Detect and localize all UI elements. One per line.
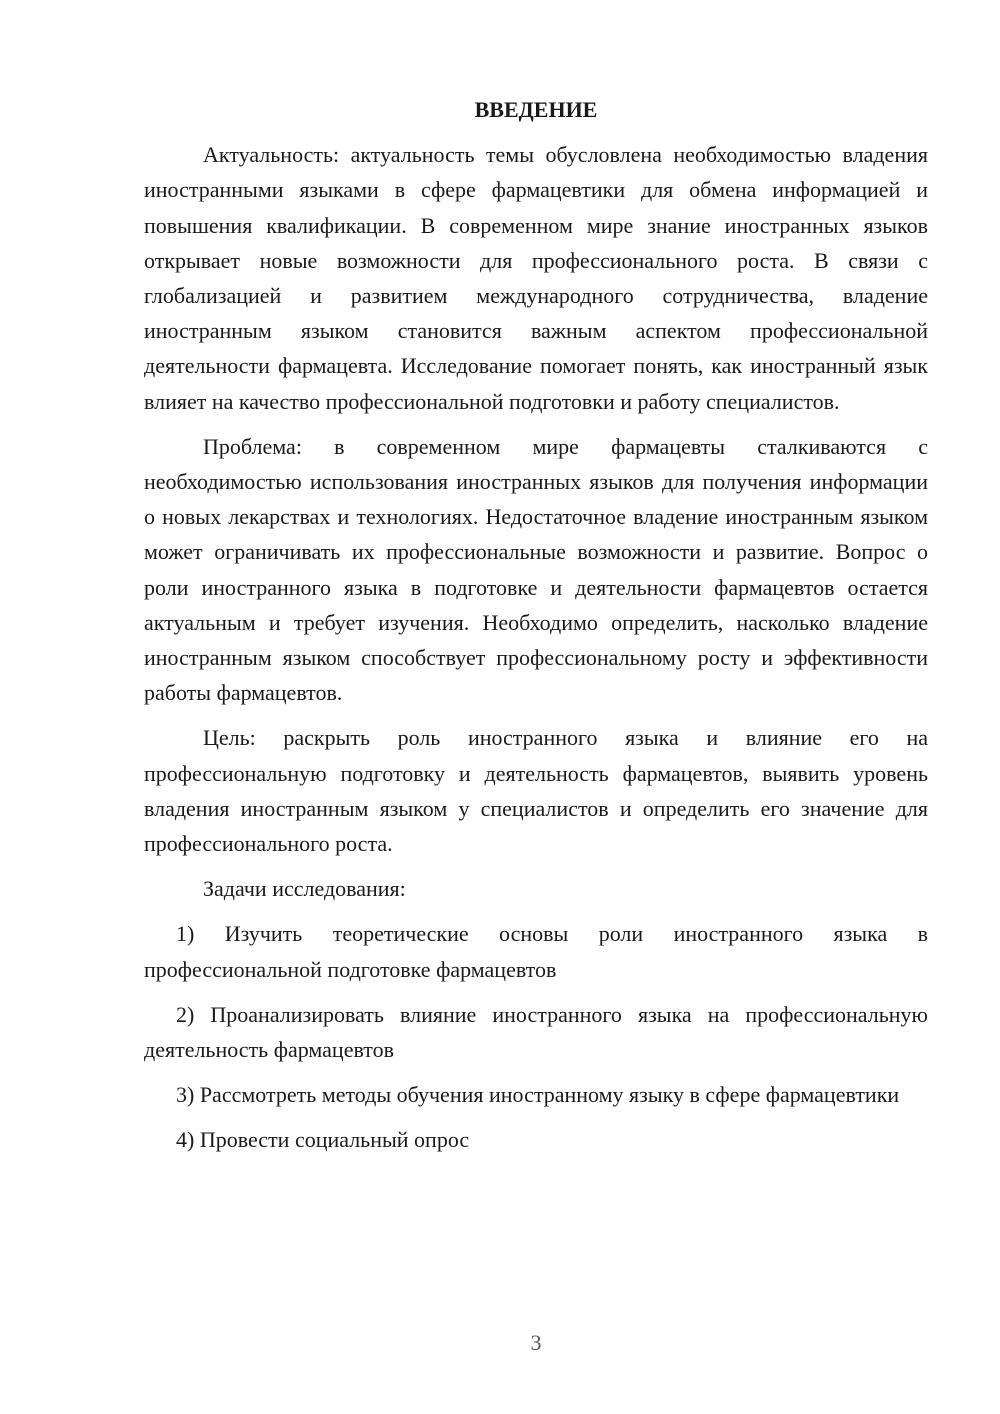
tasks-heading: Задачи исследования:	[203, 876, 406, 902]
task-item: 4) Провести социальный опрос	[176, 1127, 470, 1153]
task-item: 3) Рассмотреть методы обучения иностранному языку в сфере фармацевтики	[176, 1082, 900, 1108]
paragraph-relevance: Актуальность: актуальность темы обусловлена необходимостью владения иностранными языками в сфере фармацевтики для обмена информацией и повышения квалификации. В современном мире знание иностранных языков открывает новые возможности для профессионального роста. В связи с глобализацией и развитием международного сотрудничества, владение иностранным языком становится важным аспектом профессиональной деятельности фармацевта. Исследование помогает понять, как иностранный язык влияет на качество профессиональной подготовки и работу специалистов.	[144, 142, 928, 414]
paragraph-problem: Проблема: в современном мире фармацевты сталкиваются с необходимостью использования иностранных языков для получения информации о новых лекарствах и технологиях. Недостаточное владение иностранным языком может ограничивать их профессиональные возможности и развитие. Вопрос о роли иностранного языка в подготовке и деятельности фармацевтов остается актуальным и требует изучения. Необходимо определить, насколько владение иностранным языком способствует профессиональному росту и эффективности работы фармацевтов.	[144, 433, 928, 706]
task-item: 2) Проанализировать влияние иностранного языка на профессиональную деятельность фармацевтов	[144, 1001, 928, 1063]
document-page	[144, 92, 928, 1168]
task-item: 1) Изучить теоретические основы роли иностранного языка в профессиональной подготовке фармацевтов	[144, 921, 928, 982]
page-number: 3	[530, 1330, 542, 1355]
section-title: ВВЕДЕНИЕ	[474, 97, 598, 122]
tasks-list	[144, 916, 928, 1157]
paragraph-goal: Цель: раскрыть роль иностранного языка и влияние его на профессиональную подготовку и деятельность фармацевтов, выявить уровень владения иностранным языком у специалистов и определить его значение для профессионального роста.	[144, 725, 928, 857]
